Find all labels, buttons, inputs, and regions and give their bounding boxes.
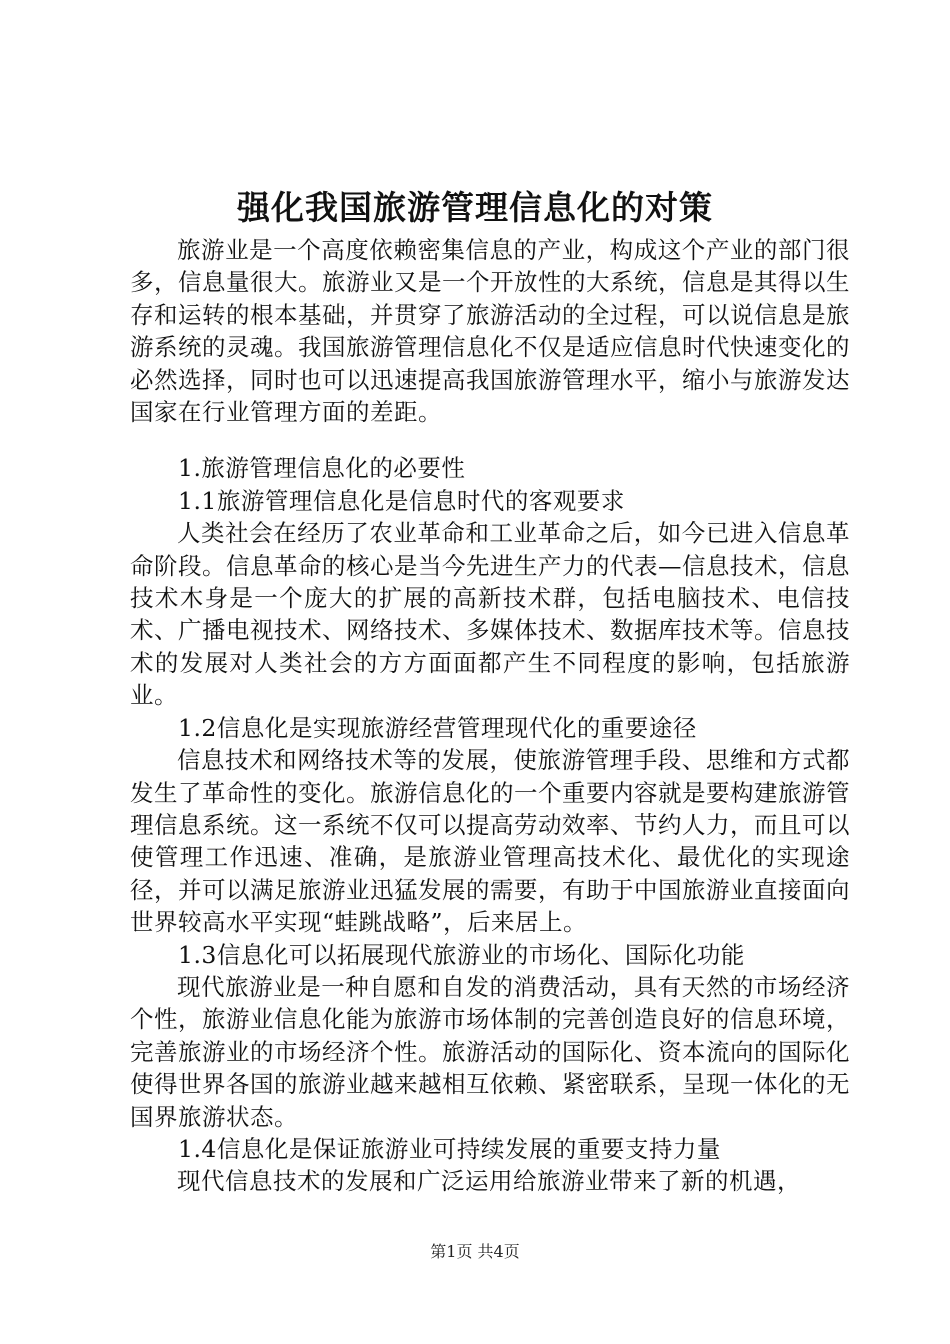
subsection-paragraph-1-3: 现代旅游业是一种自愿和自发的消费活动，具有天然的市场经济个性，旅游业信息化能为旅游市场体制的完善创造良好的信息环境，完善旅游业的市场经济个性。旅游活动的国际化、资本流向的国际化使得世界各国的旅游业越来越相互依赖、紧密联系，呈现一体化的无国界旅游状态。 <box>130 972 850 1131</box>
subsection-heading-1-1: 1.1旅游管理信息化是信息时代的客观要求 <box>178 486 625 515</box>
subsection-paragraph-1-4: 现代信息技术的发展和广泛运用给旅游业带来了新的机遇， <box>177 1167 801 1196</box>
document-title: 强化我国旅游管理信息化的对策 <box>237 188 713 227</box>
subsection-paragraph-1-2: 信息技术和网络技术等的发展，使旅游管理手段、思维和方式都发生了革命性的变化。旅游信息化的一个重要内容就是要构建旅游管理信息系统。这一系统不仅可以提高劳动效率、节约人力，而且可以使管理工作迅速、准确，是旅游业管理高技术化、最优化的实现途径，并可以满足旅游业迅猛发展的需要，有助于中国旅游业直接面向世界较高水平实现“蛙跳战略”，后来居上。 <box>130 746 850 937</box>
intro-paragraph: 旅游业是一个高度依赖密集信息的产业，构成这个产业的部门很多，信息量很大。旅游业又是一个开放性的大系统，信息是其得以生存和运转的根本基础，并贯穿了旅游活动的全过程，可以说信息是旅游系统的灵魂。我国旅游管理信息化不仅是适应信息时代快速变化的必然选择，同时也可以迅速提高我国旅游管理水平，缩小与旅游发达国家在行业管理方面的差距。 <box>130 236 850 427</box>
subsection-heading-1-4: 1.4信息化是保证旅游业可持续发展的重要支持力量 <box>178 1134 721 1163</box>
section-heading-1: 1.旅游管理信息化的必要性 <box>178 454 466 483</box>
subsection-heading-1-2: 1.2信息化是实现旅游经营管理现代化的重要途径 <box>178 713 697 742</box>
page-footer: 第1页 共4页 <box>430 1242 520 1261</box>
subsection-paragraph-1-1: 人类社会在经历了农业革命和工业革命之后，如今已进入信息革命阶段。信息革命的核心是当今先进生产力的代表—信息技术，信息技术木身是一个庞大的扩展的高新技术群，包括电脑技术、电信技术、广播电视技术、网络技术、多媒体技术、数据库技术等。信息技术的发展对人类社会的方方面面都产生不同程度的影响，包括旅游业。 <box>130 519 850 710</box>
document-body <box>130 234 850 1198</box>
paragraph-spacer <box>130 428 850 452</box>
subsection-heading-1-3: 1.3信息化可以拓展现代旅游业的市场化、国际化功能 <box>178 940 745 969</box>
